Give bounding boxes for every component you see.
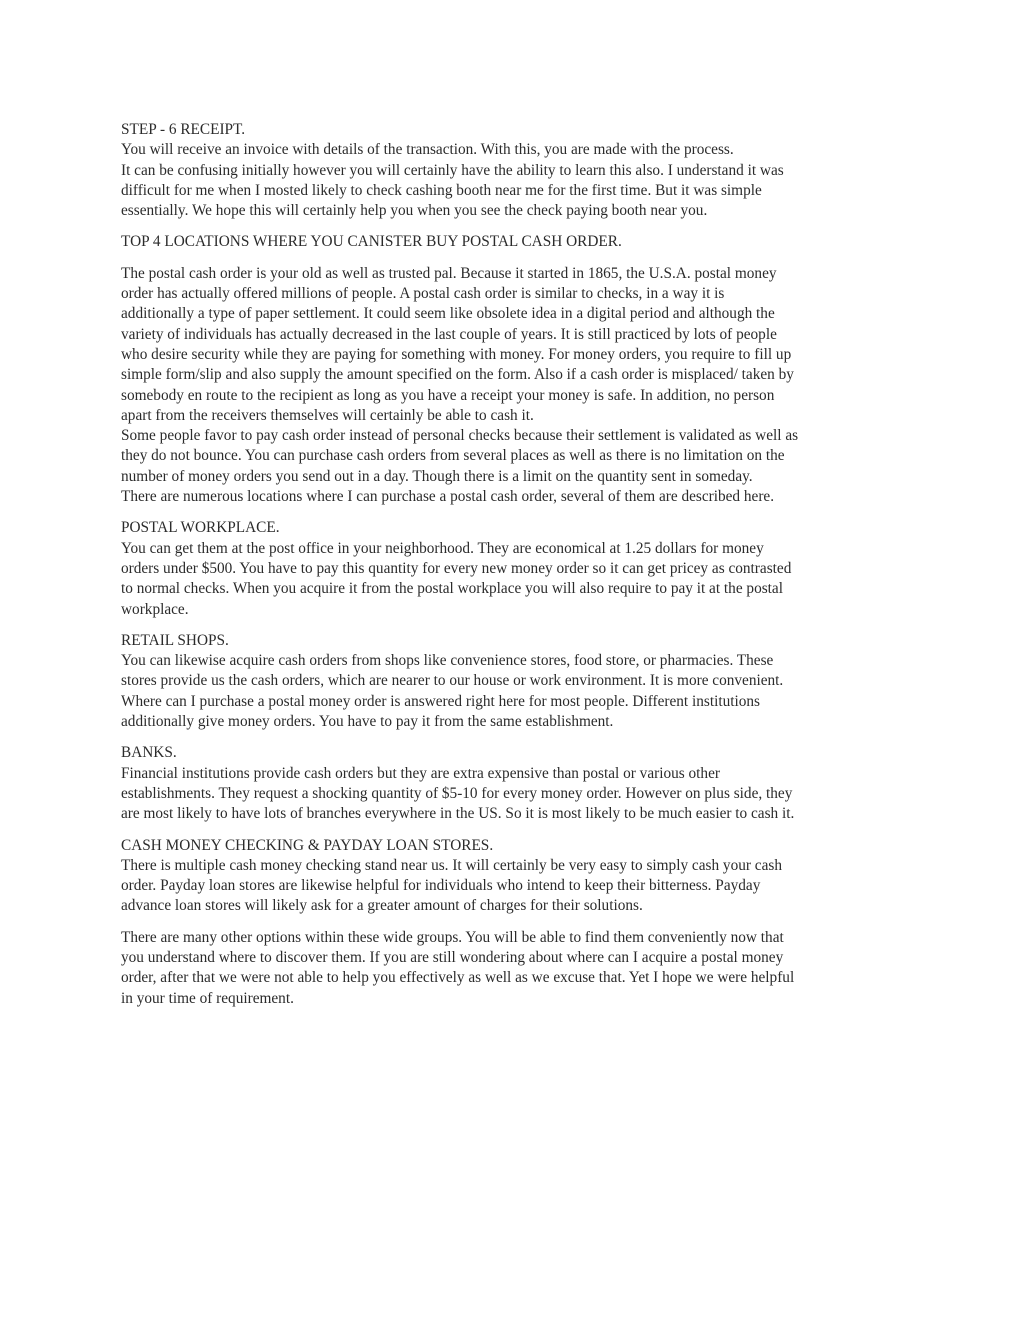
text-line: workplace. xyxy=(121,600,189,618)
text-line: order. Payday loan stores are likewise helpful for individuals who intend to keep their bitterness. Payday xyxy=(121,877,761,895)
text-line: The postal cash order is your old as well as trusted pal. Because it started in 1865, the U.S.A. postal money xyxy=(121,264,777,282)
text-line: to normal checks. When you acquire it from the postal workplace you will also require to pay it at the postal xyxy=(121,580,783,598)
text-line: You can likewise acquire cash orders from shops like convenience stores, food store, or pharmacies. These xyxy=(121,652,774,670)
text-line: additionally a type of paper settlement. It could seem like obsolete idea in a digital period and although the xyxy=(121,305,775,323)
paragraph-retail-shops xyxy=(121,631,911,732)
text-line: apart from the receivers themselves will certainly be able to cash it. xyxy=(121,406,534,424)
text-line: are most likely to have lots of branches everywhere in the US. So it is most likely to be much easier to cash it. xyxy=(121,805,795,823)
document-page xyxy=(121,120,911,1020)
text-line: There are numerous locations where I can purchase a postal cash order, several of them are described here. xyxy=(121,488,775,506)
heading-step-6-receipt: STEP - 6 RECEIPT. xyxy=(121,121,246,138)
paragraph-banks xyxy=(121,743,911,824)
text-line: order, after that we were not able to help you effectively as well as we excuse that. Yet I hope we were helpful xyxy=(121,969,795,987)
paragraph-cash-money-checking xyxy=(121,836,911,917)
text-line: establishments. They request a shocking quantity of $5-10 for every money order. However on plus side, they xyxy=(121,784,793,802)
paragraph-postal-workplace xyxy=(121,518,911,619)
heading-cash-money-checking: CASH MONEY CHECKING & PAYDAY LOAN STORES. xyxy=(121,836,494,854)
text-line: they do not bounce. You can purchase cash orders from several places as well as there is no limitation on the xyxy=(121,447,785,465)
text-line: Financial institutions provide cash orders but they are extra expensive than postal or various other xyxy=(121,764,720,782)
text-line: additionally give money orders. You have to pay it from the same establishment. xyxy=(121,713,614,731)
text-line: You will receive an invoice with details of the transaction. With this, you are made with the process. xyxy=(121,141,734,159)
text-line: There are many other options within these wide groups. You will be able to find them conveniently now that xyxy=(121,928,784,946)
text-line: You can get them at the post office in your neighborhood. They are economical at 1.25 dollars for money xyxy=(121,539,764,557)
text-line: order has actually offered millions of people. A postal cash order is similar to checks, in a way it is xyxy=(121,285,725,303)
text-line: in your time of requirement. xyxy=(121,989,294,1007)
paragraph-postal-cash-order-intro xyxy=(121,264,911,508)
paragraph-top-4-locations xyxy=(121,232,911,252)
text-line: Where can I purchase a postal money order is answered right here for most people. Different institutions xyxy=(121,692,761,710)
heading-top-4-locations: TOP 4 LOCATIONS WHERE YOU CANISTER BUY POSTAL CASH ORDER. xyxy=(121,233,622,251)
heading-retail-shops: RETAIL SHOPS. xyxy=(121,631,229,649)
heading-postal-workplace: POSTAL WORKPLACE. xyxy=(121,519,280,537)
text-line: There is multiple cash money checking stand near us. It will certainly be very easy to simply cash your cash xyxy=(121,856,782,874)
text-line: simple form/slip and also supply the amount specified on the form. Also if a cash order is misplaced/ taken by xyxy=(121,366,794,384)
text-line: variety of individuals has actually decreased in the last couple of years. It is still practiced by lots of people xyxy=(121,325,777,343)
text-line: somebody en route to the recipient as long as you have a receipt your money is safe. In addition, no person xyxy=(121,386,775,404)
heading-banks: BANKS. xyxy=(121,744,177,762)
text-line: orders under $500. You have to pay this quantity for every new money order so it can get pricey as contrasted xyxy=(121,559,792,577)
text-line: stores provide us the cash orders, which are nearer to our house or work environment. It is more convenient. xyxy=(121,672,784,690)
text-line: It can be confusing initially however you will certainly have the ability to learn this also. I understand it was xyxy=(121,161,784,179)
text-line: Some people favor to pay cash order instead of personal checks because their settlement is validated as well as xyxy=(121,427,799,445)
paragraph-step-6-receipt xyxy=(121,120,911,221)
text-line: number of money orders you send out in a day. Though there is a limit on the quantity sent in someday. xyxy=(121,467,753,485)
text-line: you understand where to discover them. If you are still wondering about where can I acquire a postal money xyxy=(121,948,784,966)
text-line: difficult for me when I mosted likely to check cashing booth near me for the first time. But it was simple xyxy=(121,181,762,199)
text-line: advance loan stores will likely ask for a greater amount of charges for their solutions. xyxy=(121,897,643,915)
text-line: essentially. We hope this will certainly help you when you see the check paying booth near you. xyxy=(121,202,708,220)
text-line: who desire security while they are paying for something with money. For money orders, you require to fill up xyxy=(121,345,792,363)
paragraph-conclusion xyxy=(121,928,911,1009)
